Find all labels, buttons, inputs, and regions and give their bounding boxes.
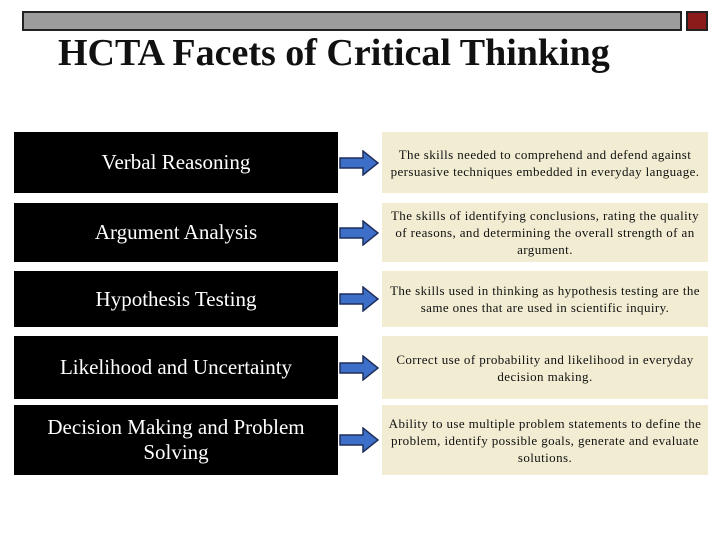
facet-row-argument-analysis <box>0 203 720 262</box>
facet-row-decision-making <box>0 405 720 475</box>
facet-name-box <box>14 336 338 399</box>
facet-description: The skills needed to comprehend and defend against persuasive techniques embedded in everyday language. <box>390 146 700 179</box>
right-arrow-icon <box>339 286 379 312</box>
right-arrow-icon <box>339 355 379 381</box>
facet-description: Ability to use multiple problem statements to define the problem, identify possible goals, generate and evaluate solutions. <box>388 415 702 465</box>
facet-description: Correct use of probability and likelihood in everyday decision making. <box>396 351 694 384</box>
facet-description-box <box>382 203 708 262</box>
facet-description-box <box>382 132 708 193</box>
facet-name-box <box>14 271 338 327</box>
right-arrow-icon <box>339 150 379 176</box>
facet-name-box <box>14 405 338 475</box>
right-arrow-icon <box>339 220 379 246</box>
facet-name: Decision Making and Problem Solving <box>47 415 305 464</box>
facet-name: Likelihood and Uncertainty <box>59 355 293 379</box>
facet-name: Hypothesis Testing <box>95 286 257 311</box>
facet-description-box <box>382 271 708 327</box>
facet-name: Verbal Reasoning <box>101 150 251 174</box>
facet-row-verbal-reasoning <box>0 132 720 193</box>
facet-name-box <box>14 203 338 262</box>
facet-description-box <box>382 336 708 399</box>
facet-name: Argument Analysis <box>94 220 258 244</box>
facet-description-box <box>382 405 708 475</box>
right-arrow-icon <box>339 427 379 453</box>
facet-row-likelihood-uncertainty <box>0 336 720 399</box>
facet-name-box <box>14 132 338 193</box>
facet-description: The skills used in thinking as hypothesis testing are the same ones that are used in scientific inquiry. <box>390 283 700 315</box>
slide-title: HCTA Facets of Critical Thinking <box>58 32 610 74</box>
facet-row-hypothesis-testing <box>0 271 720 327</box>
facet-description: The skills of identifying conclusions, rating the quality of reasons, and determining the overall strength of an argument. <box>390 208 700 257</box>
